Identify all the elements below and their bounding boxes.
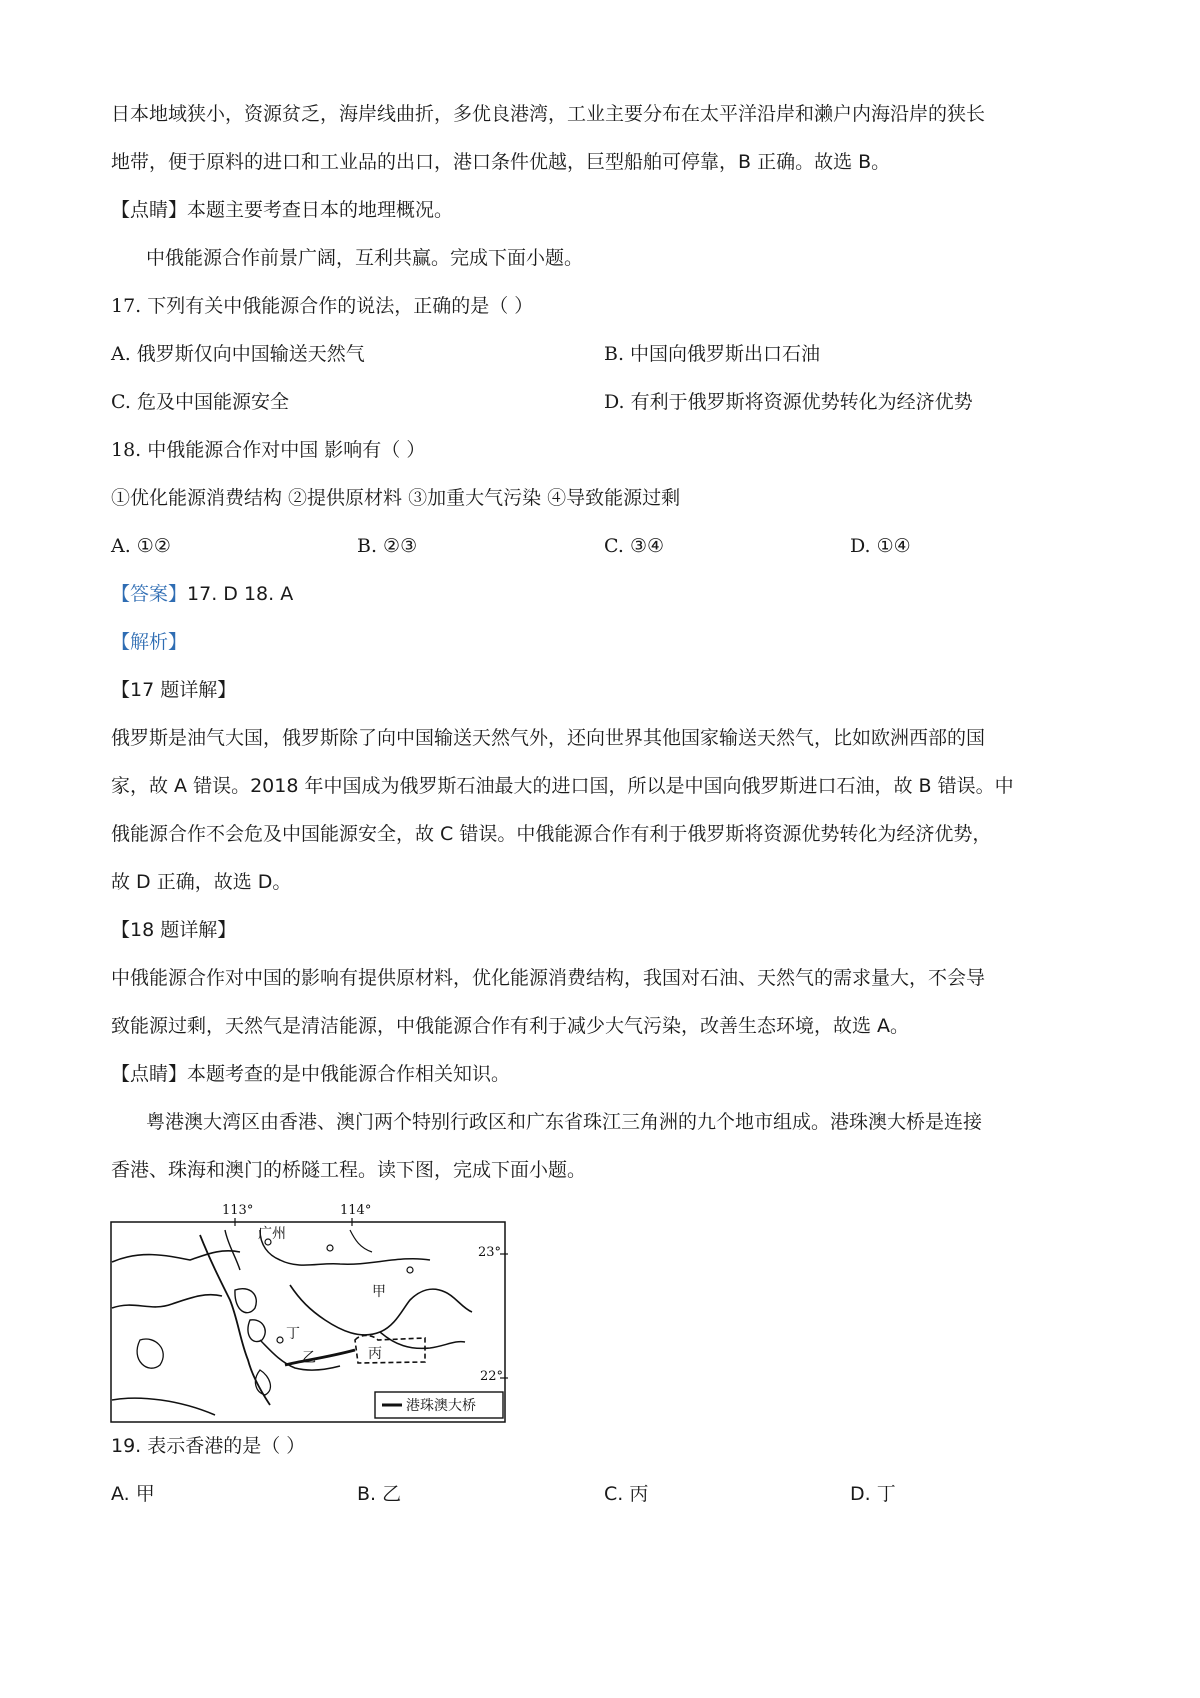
option-d[interactable]: D. 有利于俄罗斯将资源优势转化为经济优势 (604, 391, 973, 413)
option-c[interactable]: C. 丙 (604, 1483, 649, 1505)
dianjing-note: 【点睛】本题主要考查日本的地理概况。 (111, 199, 454, 221)
option-b[interactable]: B. 乙 (357, 1483, 402, 1505)
question-18-items: ①优化能源消费结构 ②提供原材料 ③加重大气污染 ④导致能源过剩 (111, 487, 681, 509)
paragraph-line: 地带，便于原料的进口和工业品的出口，港口条件优越，巨型船舶可停靠，B 正确。故选 B。 (111, 151, 891, 173)
paragraph-line: 故 D 正确，故选 D。 (111, 871, 292, 893)
question-17-stem: 17. 下列有关中俄能源合作的说法，正确的是（ ） (111, 295, 534, 317)
paragraph-line: 致能源过剩，天然气是清洁能源，中俄能源合作有利于减少大气污染，改善生态环境，故选 A。 (111, 1015, 910, 1037)
option-a[interactable]: A. 甲 (111, 1483, 155, 1505)
question-intro: 中俄能源合作前景广阔，互利共赢。完成下面小题。 (146, 247, 584, 269)
option-b[interactable]: B. ②③ (357, 535, 418, 557)
paragraph-line: 日本地域狭小，资源贫乏，海岸线曲折，多优良港湾，工业主要分布在太平洋沿岸和濑户内海沿岸的狭长 (111, 103, 986, 125)
question-intro: 粤港澳大湾区由香港、澳门两个特别行政区和广东省珠江三角洲的九个地市组成。港珠澳大桥是连接 (146, 1111, 983, 1133)
option-c[interactable]: C. ③④ (604, 535, 665, 557)
option-a[interactable]: A. 俄罗斯仅向中国输送天然气 (111, 343, 365, 365)
question-19-stem: 19. 表示香港的是（ ） (111, 1435, 306, 1457)
lon-113-label: 113° (222, 1203, 254, 1218)
option-b[interactable]: B. 中国向俄罗斯出口石油 (604, 343, 821, 365)
pearl-river-delta-map (110, 1200, 518, 1425)
answer-label: 【答案】 (111, 583, 188, 605)
option-d[interactable]: D. ①④ (850, 535, 911, 557)
answer-text: 17. D 18. A (187, 583, 294, 605)
bing-label: 丙 (368, 1346, 382, 1362)
legend-label: 港珠澳大桥 (406, 1398, 476, 1414)
lat-23-label: 23° (478, 1245, 502, 1260)
option-d[interactable]: D. 丁 (850, 1483, 896, 1505)
ding-label: 丁 (286, 1326, 300, 1342)
yi-label: 乙 (302, 1350, 316, 1366)
paragraph-line: 俄罗斯是油气大国，俄罗斯除了向中国输送天然气外，还向世界其他国家输送天然气，比如欧洲西部的国 (111, 727, 986, 749)
question-18-stem: 18. 中俄能源合作对中国 影响有（ ） (111, 439, 426, 461)
paragraph-line: 中俄能源合作对中国的影响有提供原材料，优化能源消费结构，我国对石油、天然气的需求量大，不会导 (111, 967, 986, 989)
detail-17-title: 【17 题详解】 (111, 679, 237, 701)
dianjing-note: 【点睛】本题考查的是中俄能源合作相关知识。 (111, 1063, 511, 1085)
option-a[interactable]: A. ①② (111, 535, 171, 557)
paragraph-line: 俄能源合作不会危及中国能源安全，故 C 错误。中俄能源合作有利于俄罗斯将资源优势转化为经济优势， (111, 823, 992, 845)
answer-line (111, 580, 293, 608)
jia-label: 甲 (372, 1284, 386, 1300)
lon-114-label: 114° (340, 1203, 372, 1218)
analysis-label: 【解析】 (111, 631, 188, 653)
detail-18-title: 【18 题详解】 (111, 919, 237, 941)
question-intro: 香港、珠海和澳门的桥隧工程。读下图，完成下面小题。 (111, 1159, 587, 1181)
guangzhou-label: 广州 (258, 1226, 286, 1242)
paragraph-line: 家，故 A 错误。2018 年中国成为俄罗斯石油最大的进口国，所以是中国向俄罗斯进口石油，故 B 错误。中 (111, 775, 1014, 797)
lat-22-label: 22° (480, 1369, 504, 1384)
option-c[interactable]: C. 危及中国能源安全 (111, 391, 289, 413)
